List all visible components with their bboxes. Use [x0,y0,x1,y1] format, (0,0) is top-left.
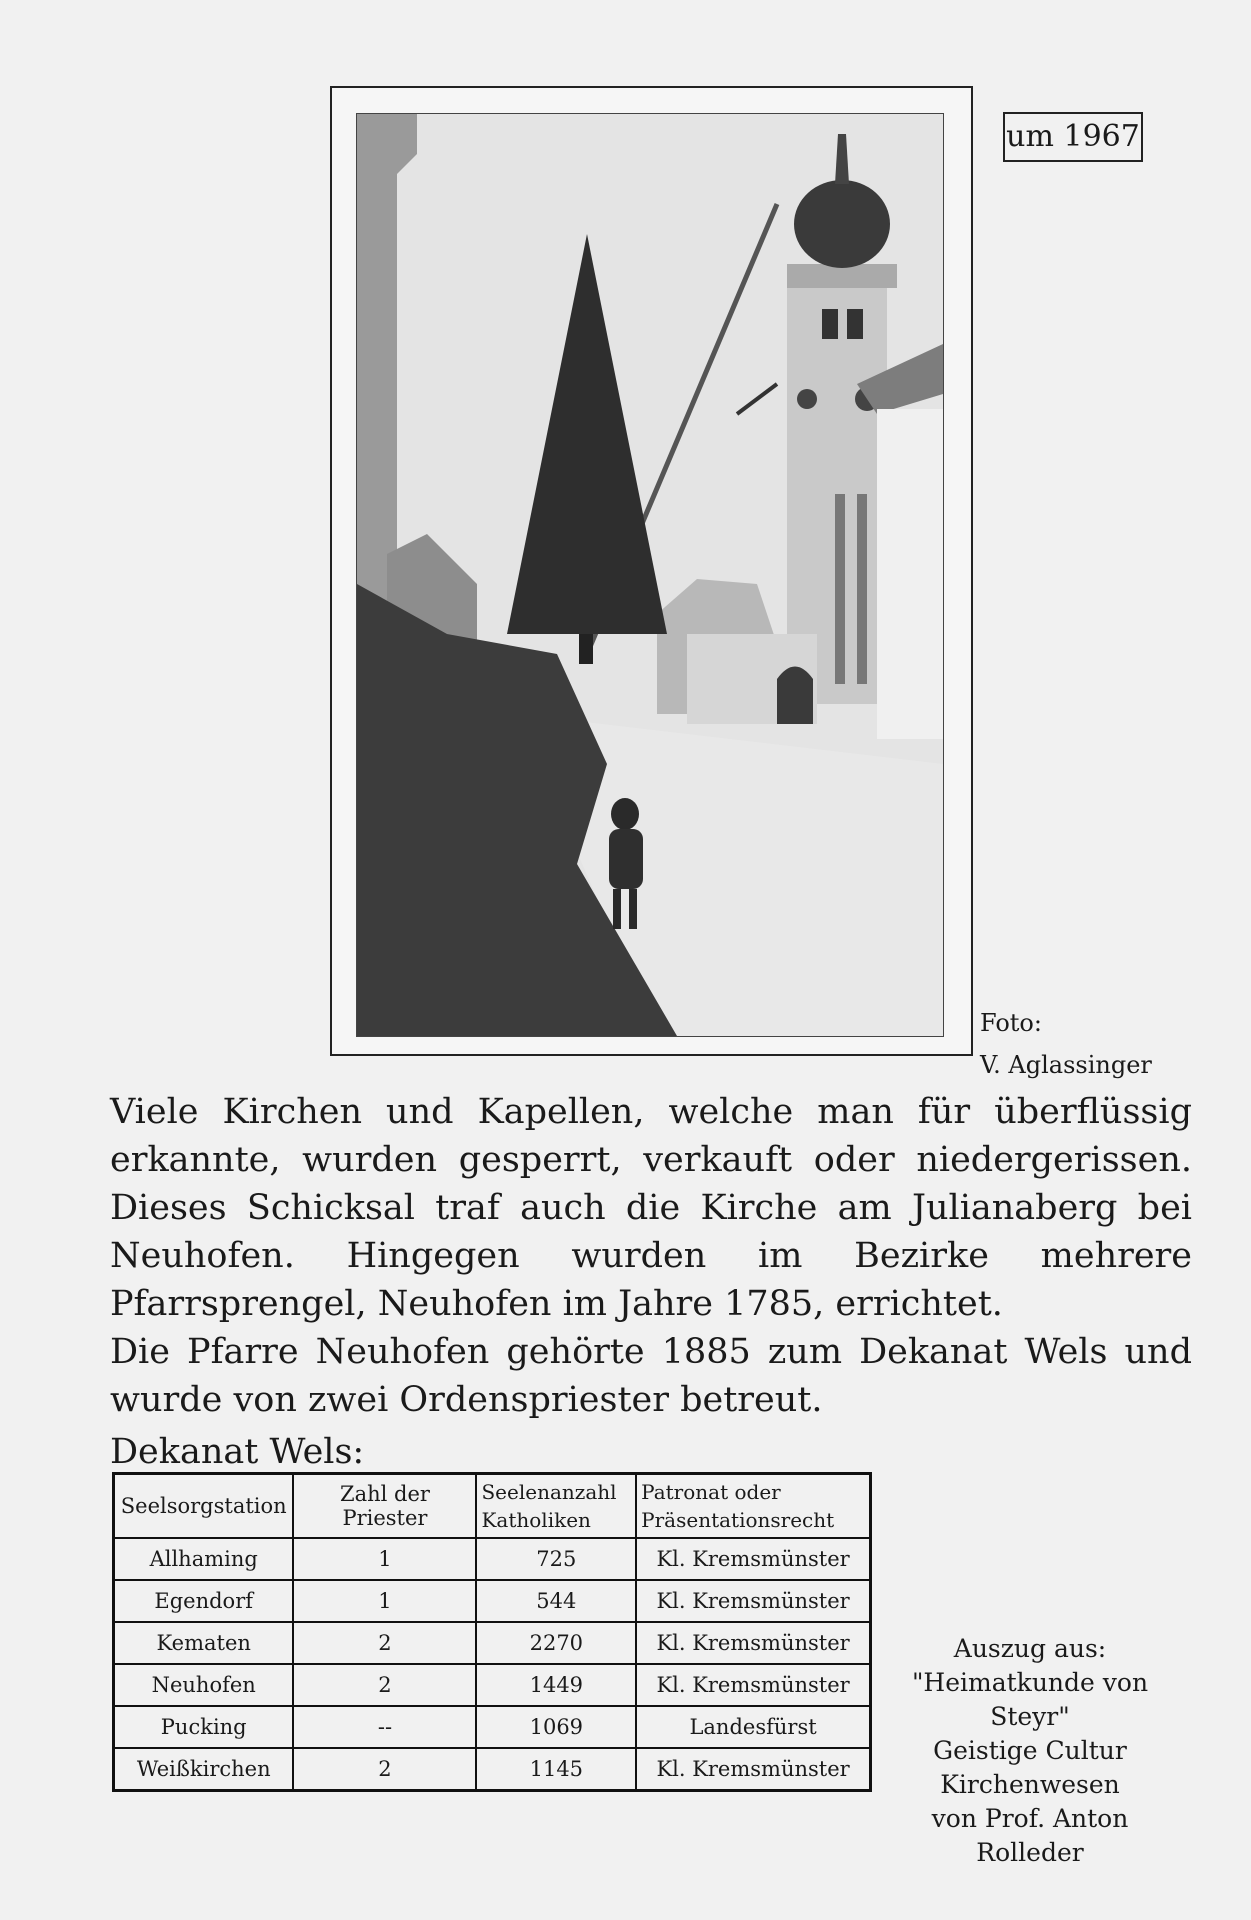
deanery-table [112,1472,872,1792]
cell-catholics: 2270 [476,1622,636,1664]
cell-station: Weißkirchen [114,1748,294,1791]
source-line-1: Auszug aus: [953,1634,1107,1663]
table-row [114,1622,871,1664]
source-citation [880,1632,1180,1870]
header-catholics-line1: Seelenanzahl [481,1480,617,1504]
cell-patron: Kl. Kremsmünster [636,1748,870,1791]
cell-patron: Landesfürst [636,1706,870,1748]
photo-credit [980,1002,1152,1086]
cell-priests: 2 [293,1622,476,1664]
photo-credit-name: V. Aglassinger [980,1051,1152,1079]
table-row [114,1538,871,1580]
source-line-4: Kirchenwesen [940,1770,1120,1799]
cell-priests: 1 [293,1538,476,1580]
header-catholics-line2: Katholiken [481,1508,591,1532]
header-patron-line2: Präsentationsrecht [641,1508,835,1532]
cell-station: Kematen [114,1622,294,1664]
cell-priests: -- [293,1706,476,1748]
historic-church-photo [356,113,944,1037]
table-row [114,1664,871,1706]
cell-station: Neuhofen [114,1664,294,1706]
cell-catholics: 1069 [476,1706,636,1748]
cell-patron: Kl. Kremsmünster [636,1538,870,1580]
source-line-5: von Prof. Anton Rolleder [931,1804,1129,1867]
header-patron [636,1474,870,1539]
cell-priests: 1 [293,1580,476,1622]
table-title: Dekanat Wels: [110,1432,365,1472]
cell-patron: Kl. Kremsmünster [636,1580,870,1622]
header-priests: Zahl der Priester [293,1474,476,1539]
source-line-3: Geistige Cultur [933,1736,1127,1765]
header-catholics [476,1474,636,1539]
cell-catholics: 544 [476,1580,636,1622]
table-row [114,1580,871,1622]
table-row [114,1706,871,1748]
photo-date-label: um 1967 [1003,112,1143,162]
cell-patron: Kl. Kremsmünster [636,1664,870,1706]
photo-credit-label: Foto: [980,1009,1042,1037]
body-paragraph-2: Die Pfarre Neuhofen gehörte 1885 zum Dekanat Wels und wurde von zwei Ordenspriester betreut. [110,1332,1192,1420]
cell-patron: Kl. Kremsmünster [636,1622,870,1664]
body-paragraph-1: Viele Kirchen und Kapellen, welche man für überflüssig erkannte, wurden gesperrt, verkauft oder niedergerissen. Dieses Schicksal traf auch die Kirche am Julianaberg bei Neuhofen. Hingegen wurden im Bezirke mehrere Pfarrsprengel, Neuhofen im Jahre 1785, errichtet. [110,1092,1192,1324]
table-row [114,1748,871,1791]
cell-station: Egendorf [114,1580,294,1622]
cell-station: Allhaming [114,1538,294,1580]
body-text [110,1088,1192,1424]
table-header-row [114,1474,871,1539]
source-line-2: "Heimatkunde von Steyr" [911,1668,1149,1731]
cell-catholics: 1449 [476,1664,636,1706]
cell-catholics: 1145 [476,1748,636,1791]
cell-priests: 2 [293,1748,476,1791]
cell-priests: 2 [293,1664,476,1706]
cell-catholics: 725 [476,1538,636,1580]
cell-station: Pucking [114,1706,294,1748]
header-station: Seelsorgstation [114,1474,294,1539]
header-patron-line1: Patronat oder [641,1480,781,1504]
